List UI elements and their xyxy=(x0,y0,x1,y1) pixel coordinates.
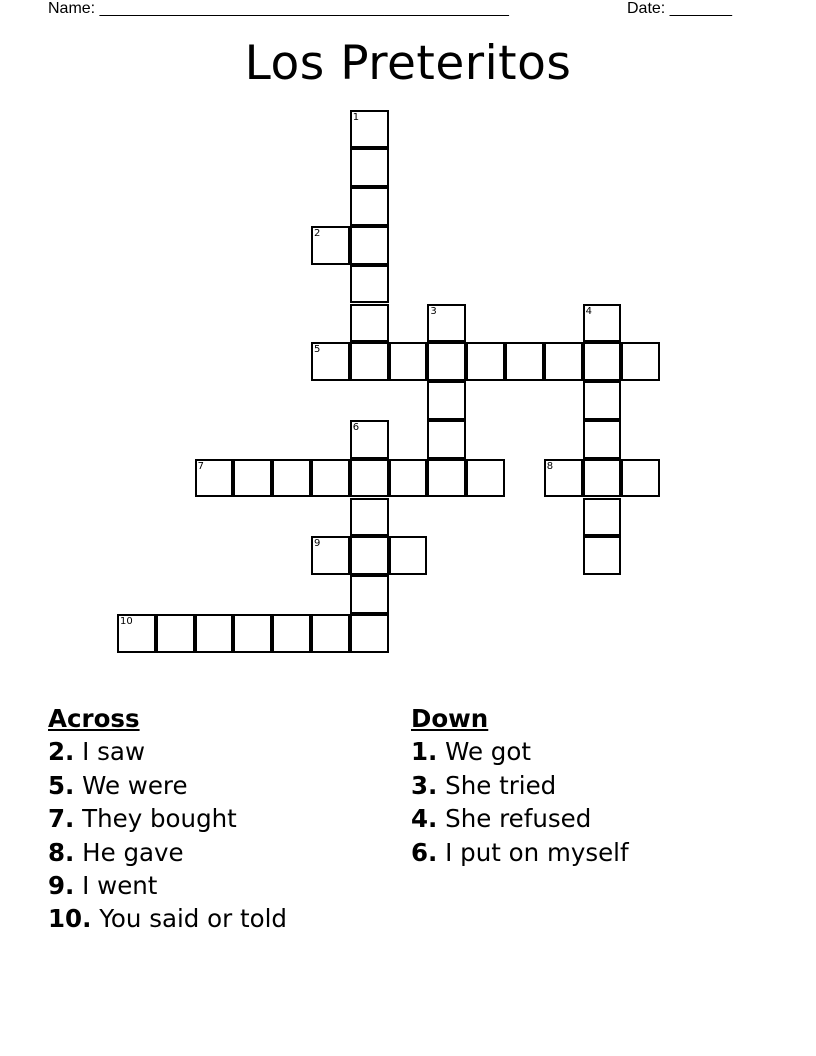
across-clues xyxy=(48,702,287,936)
across-heading: Across xyxy=(48,704,140,733)
cell-number: 3 xyxy=(430,305,437,317)
grid-cell[interactable] xyxy=(544,342,583,381)
grid-cell[interactable] xyxy=(621,459,660,498)
grid-cell[interactable] xyxy=(427,420,466,459)
grid-cell[interactable] xyxy=(583,304,622,343)
clue-number: 7. xyxy=(48,804,75,834)
cell-number: 4 xyxy=(585,305,592,317)
grid-cell[interactable] xyxy=(350,614,389,653)
clue-text: I saw xyxy=(82,737,145,767)
name-field-label: Name: ______________________________________________ xyxy=(48,0,509,17)
clue-number: 5. xyxy=(48,770,75,800)
grid-cell[interactable] xyxy=(350,342,389,381)
across-clue xyxy=(48,735,287,768)
cell-number: 5 xyxy=(314,344,321,356)
cell-number: 8 xyxy=(546,460,554,472)
grid-cell[interactable] xyxy=(621,342,660,381)
grid-cell[interactable] xyxy=(583,459,622,498)
clue-text: She refused xyxy=(445,804,592,834)
cell-number: 10 xyxy=(120,615,133,627)
clue-text: He gave xyxy=(82,837,184,867)
grid-cell[interactable] xyxy=(350,536,389,575)
cell-number: 1 xyxy=(352,111,360,123)
grid-cell[interactable] xyxy=(311,614,350,653)
grid-cell[interactable] xyxy=(389,342,428,381)
grid-cell[interactable] xyxy=(350,459,389,498)
across-clue xyxy=(48,869,287,902)
clue-number: 2. xyxy=(48,737,75,767)
grid-cell[interactable] xyxy=(233,614,272,653)
grid-cell[interactable] xyxy=(272,459,311,498)
grid-cell[interactable] xyxy=(350,148,389,187)
grid-cell[interactable] xyxy=(389,459,428,498)
cell-number: 9 xyxy=(314,538,321,550)
cell-number: 2 xyxy=(314,227,321,239)
cell-number: 6 xyxy=(352,421,360,433)
down-clue xyxy=(411,836,629,869)
down-clue xyxy=(411,769,629,802)
down-clue xyxy=(411,735,629,768)
clue-text: She tried xyxy=(445,770,557,800)
grid-cell[interactable] xyxy=(583,342,622,381)
grid-cell[interactable] xyxy=(583,536,622,575)
grid-cell[interactable] xyxy=(583,498,622,537)
grid-cell[interactable] xyxy=(350,265,389,304)
across-clue xyxy=(48,802,287,835)
grid-cell[interactable] xyxy=(311,226,350,265)
clue-number: 9. xyxy=(48,871,75,901)
across-clue xyxy=(48,769,287,802)
clue-number: 6. xyxy=(411,837,438,867)
grid-cell[interactable] xyxy=(427,381,466,420)
clue-number: 1. xyxy=(411,737,438,767)
grid-cell[interactable] xyxy=(350,226,389,265)
grid-cell[interactable] xyxy=(311,459,350,498)
clue-text: We got xyxy=(445,737,531,767)
grid-cell[interactable] xyxy=(233,459,272,498)
clue-text: I put on myself xyxy=(445,837,629,867)
down-clues xyxy=(411,702,629,869)
grid-cell[interactable] xyxy=(195,614,234,653)
grid-cell[interactable] xyxy=(350,498,389,537)
clue-text: I went xyxy=(82,871,158,901)
grid-cell[interactable] xyxy=(389,536,428,575)
grid-cell[interactable] xyxy=(350,575,389,614)
down-clue xyxy=(411,802,629,835)
grid-cell[interactable] xyxy=(350,420,389,459)
clue-number: 4. xyxy=(411,804,438,834)
clue-number: 10. xyxy=(48,904,92,934)
grid-cell[interactable] xyxy=(583,381,622,420)
clue-number: 3. xyxy=(411,770,438,800)
grid-cell[interactable] xyxy=(427,459,466,498)
grid-cell[interactable] xyxy=(427,304,466,343)
grid-cell[interactable] xyxy=(311,342,350,381)
clue-number: 8. xyxy=(48,837,75,867)
clue-text: We were xyxy=(82,770,188,800)
page-title: Los Preteritos xyxy=(244,36,572,91)
grid-cell[interactable] xyxy=(350,110,389,149)
grid-cell[interactable] xyxy=(427,342,466,381)
clue-text: You said or told xyxy=(99,904,287,934)
date-field-label: Date: _______ xyxy=(627,0,732,17)
grid-cell[interactable] xyxy=(311,536,350,575)
across-clue xyxy=(48,836,287,869)
down-heading: Down xyxy=(411,704,489,733)
grid-cell[interactable] xyxy=(350,304,389,343)
grid-cell[interactable] xyxy=(505,342,544,381)
grid-cell[interactable] xyxy=(350,187,389,226)
grid-cell[interactable] xyxy=(466,342,505,381)
grid-cell[interactable] xyxy=(117,614,156,653)
clue-text: They bought xyxy=(82,804,237,834)
grid-cell[interactable] xyxy=(272,614,311,653)
across-clue xyxy=(48,902,287,935)
grid-cell[interactable] xyxy=(156,614,195,653)
grid-cell[interactable] xyxy=(583,420,622,459)
grid-cell[interactable] xyxy=(195,459,234,498)
grid-cell[interactable] xyxy=(466,459,505,498)
grid-cell[interactable] xyxy=(544,459,583,498)
cell-number: 7 xyxy=(197,460,204,472)
